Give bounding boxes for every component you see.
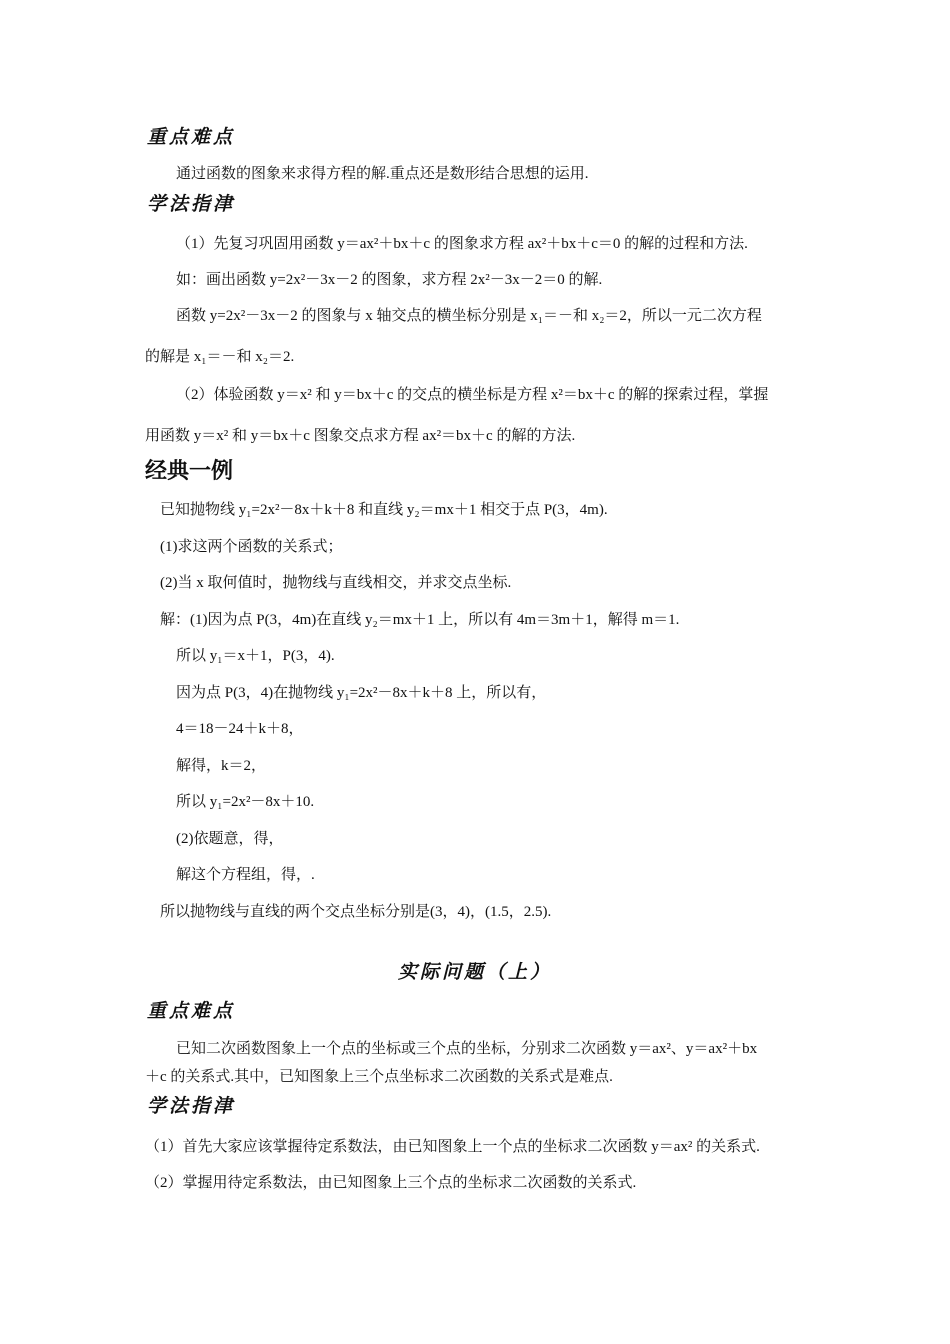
method-line-4a: （2）体验函数 y＝x² 和 y＝bx＋c 的交点的横坐标是方程 x²＝bx＋c 的解的探索过程，掌握 <box>176 387 769 403</box>
solution-line: (2)依题意，得， <box>176 831 284 847</box>
method-line-1: （1）先复习巩固用函数 y＝ax²＋bx＋c 的图象求方程 ax²＋bx＋c＝0 的解的过程和方法. <box>176 236 748 252</box>
solution-line: 所以 y₁=2x²－8x＋10. <box>176 794 315 810</box>
solution-line: 解这个方程组，得，. <box>176 867 315 883</box>
example-line: (2)当 x 取何值时，抛物线与直线相交，并求交点坐标. <box>160 575 512 591</box>
method-line-3b: 的解是 x₁＝－和 x₂＝2. <box>145 349 295 365</box>
solution-line: 所以 y₁＝x＋1，P(3，4). <box>176 648 335 664</box>
solution-line: 因为点 P(3，4)在抛物线 y₁=2x²－8x＋k＋8 上，所以有， <box>176 685 547 701</box>
solution-line: 解得，k＝2， <box>176 758 267 774</box>
example-line: (1)求这两个函数的关系式； <box>160 539 343 555</box>
key-points-text: 通过函数的图象来求得方程的解.重点还是数形结合思想的运用. <box>176 166 589 182</box>
key-points-line-1: 已知二次函数图象上一个点的坐标或三个点的坐标，分别求二次函数 y＝ax²、y＝ax²＋bx <box>176 1041 758 1057</box>
method-line-4b: 用函数 y＝x² 和 y＝bx＋c 图象交点求方程 ax²＝bx＋c 的解的方法. <box>145 428 576 444</box>
solution-line: 解：(1)因为点 P(3，4m)在直线 y₂＝mx＋1 上，所以有 4m＝3m＋1，解得 m＝1. <box>160 612 680 628</box>
method-line-2: 如：画出函数 y=2x²－3x－2 的图象，求方程 2x²－3x－2＝0 的解. <box>176 272 603 288</box>
key-points-line-2: ＋c 的关系式.其中，已知图象上三个点坐标求二次函数的关系式是难点. <box>145 1069 613 1085</box>
method-line-3a: 函数 y=2x²－3x－2 的图象与 x 轴交点的横坐标分别是 x₁＝－和 x₂＝2，所以一元二次方程 <box>176 308 762 324</box>
example-line: 已知抛物线 y₁=2x²－8x＋k＋8 和直线 y₂＝mx＋1 相交于点 P(3，4m). <box>160 502 608 518</box>
solution-line: 4＝18－24＋k＋8， <box>176 721 304 737</box>
solution-line: 所以抛物线与直线的两个交点坐标分别是(3，4)，(1.5，2.5). <box>160 904 552 920</box>
method2-line-2: （2）掌握用待定系数法，由已知图象上三个点的坐标求二次函数的关系式. <box>145 1175 637 1191</box>
heading-study-method: 学法指津 <box>147 194 236 215</box>
heading-key-points-2: 重点难点 <box>147 1001 236 1022</box>
section-title: 实际问题（上） <box>397 962 552 983</box>
heading-example: 经典一例 <box>145 458 234 483</box>
heading-key-points: 重点难点 <box>147 127 236 148</box>
heading-study-method-2: 学法指津 <box>147 1096 236 1117</box>
method2-line-1: （1）首先大家应该掌握待定系数法，由已知图象上一个点的坐标求二次函数 y＝ax² 的关系式. <box>145 1139 760 1155</box>
